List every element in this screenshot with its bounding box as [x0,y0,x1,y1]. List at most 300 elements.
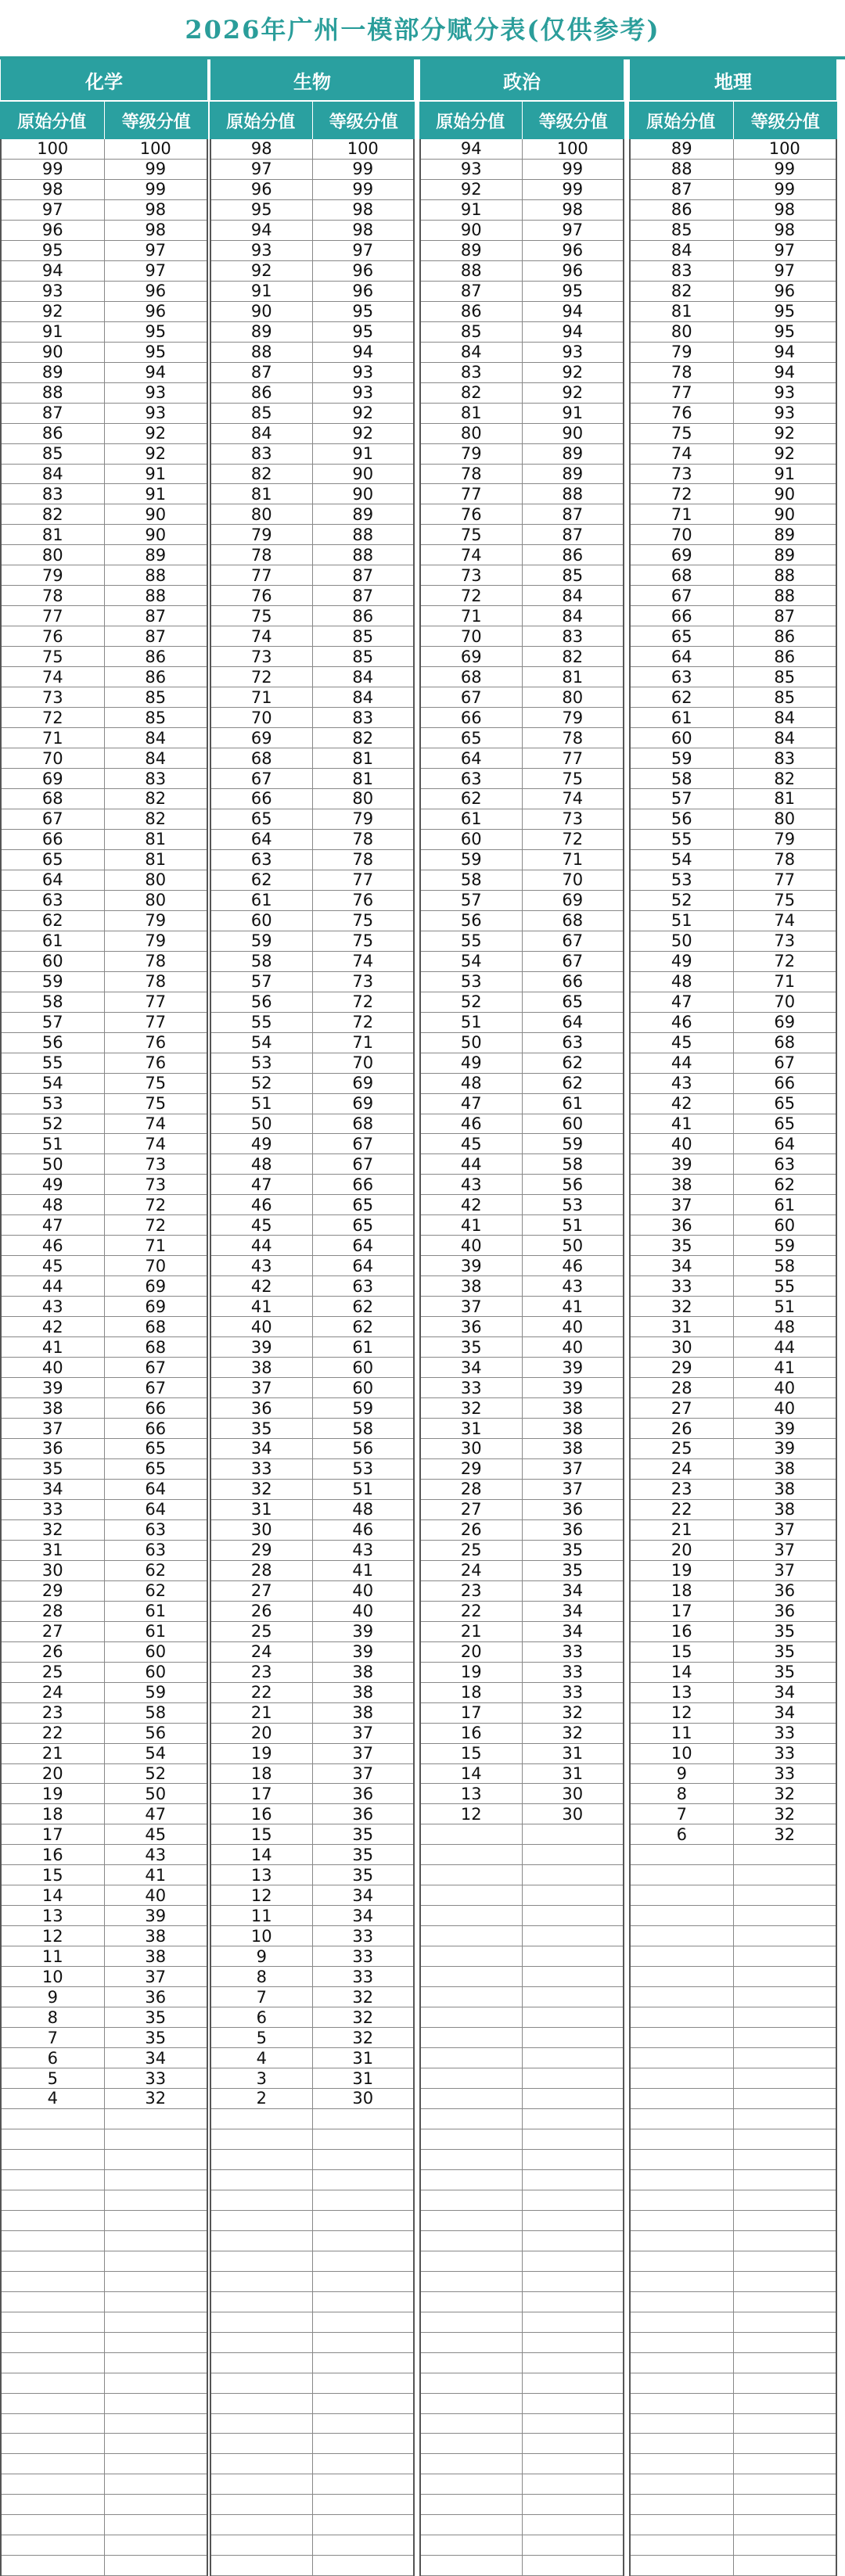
level-score-cell: 69 [104,1276,207,1296]
level-score-cell: 39 [522,1358,624,1377]
table-row [421,1885,623,1906]
level-score-cell: 93 [312,383,414,403]
level-score-cell: 81 [104,830,207,849]
raw-score-cell: 84 [41,464,63,483]
raw-score-cell: 79 [41,565,63,585]
table-row [421,1642,623,1663]
level-score-cell: 51 [312,1480,414,1499]
raw-score-cell [631,1885,733,1905]
table-row [421,1439,623,1459]
table-row [631,2068,836,2089]
raw-score-cell: 17 [250,1784,272,1803]
table-row [2,241,207,261]
raw-score-header: 原始分值 [646,112,716,132]
level-score-cell: 72 [522,830,624,849]
level-score-cell: 71 [312,1033,414,1053]
table-row [631,2312,836,2333]
level-score-cell: 33 [522,1663,624,1682]
raw-score-cell: 13 [671,1683,692,1702]
raw-score-cell [421,2394,522,2413]
level-score-cell: 87 [312,586,414,605]
table-row [421,241,623,261]
level-score-cell: 32 [733,1824,836,1844]
level-score-cell: 46 [312,1520,414,1540]
table-row [631,2474,836,2495]
raw-score-cell: 60 [41,952,63,971]
raw-score-cell: 26 [460,1520,482,1540]
table-row [421,1317,623,1337]
table-row [631,728,836,748]
column-headers [0,100,208,139]
table-row [421,1094,623,1114]
level-score-cell: 35 [733,1663,836,1682]
raw-score-cell [2,2515,104,2535]
table-row [2,2312,207,2333]
table-row [2,484,207,504]
raw-score-cell [421,2231,522,2251]
raw-score-cell: 77 [671,383,692,403]
raw-score-cell: 56 [671,809,692,829]
table-row [421,647,623,667]
table-row [2,282,207,302]
table-row [2,2251,207,2272]
raw-score-cell: 13 [460,1784,482,1803]
table-row [211,200,413,221]
raw-score-cell [211,2312,312,2332]
table-row [421,1622,623,1642]
level-score-cell: 64 [522,1013,624,1032]
level-score-cell: 65 [312,1195,414,1214]
raw-score-cell: 32 [671,1297,692,1316]
raw-score-cell [631,2373,733,2393]
raw-score-cell: 43 [671,1074,692,1093]
level-score-cell: 78 [312,850,414,870]
raw-score-cell: 72 [41,708,63,727]
table-row [631,1337,836,1358]
level-score-cell: 77 [312,870,414,890]
level-score-cell: 40 [733,1378,836,1397]
raw-score-cell: 59 [250,931,272,951]
level-score-cell [312,2211,414,2230]
level-score-cell: 88 [522,484,624,504]
raw-score-cell: 50 [41,1154,63,1174]
level-score-cell: 30 [522,1784,624,1803]
level-score-cell: 31 [312,2048,414,2068]
raw-score-cell: 55 [41,1053,63,1073]
table-row [421,1337,623,1358]
raw-score-cell: 36 [41,1439,63,1458]
level-score-cell: 96 [522,241,624,260]
raw-score-cell: 19 [671,1561,692,1580]
level-score-cell [733,2129,836,2149]
level-score-cell: 77 [104,1013,207,1032]
table-row [211,2333,413,2353]
raw-score-cell: 20 [250,1724,272,1743]
level-score-cell [733,2353,836,2373]
raw-score-cell [2,2434,104,2453]
level-score-cell [522,2333,624,2352]
raw-score-cell: 75 [460,525,482,544]
level-score-cell: 69 [312,1094,414,1114]
table-row [631,1885,836,1906]
table-row [421,1033,623,1053]
raw-score-cell: 98 [250,139,272,159]
table-row [2,1337,207,1358]
level-score-cell [733,2373,836,2393]
table-row [2,1744,207,1764]
raw-score-cell: 20 [460,1642,482,1662]
level-score-cell [733,2190,836,2210]
raw-score-cell: 20 [671,1541,692,1560]
raw-score-cell: 36 [250,1398,272,1418]
raw-score-cell: 94 [460,139,482,159]
raw-score-cell: 41 [671,1114,692,1133]
level-score-cell: 77 [522,748,624,768]
table-row [211,1378,413,1398]
level-score-cell: 48 [733,1317,836,1336]
table-row [211,1744,413,1764]
table-row [2,1256,207,1276]
raw-score-cell: 47 [41,1215,63,1235]
subject-table [210,59,415,2576]
raw-score-cell: 74 [671,444,692,464]
level-score-cell: 88 [312,525,414,544]
raw-score-cell: 36 [671,1215,692,1235]
table-row [2,769,207,789]
table-row [211,1358,413,1378]
table-row [631,139,836,160]
level-score-cell: 30 [312,2089,414,2108]
raw-score-cell [631,2353,733,2373]
level-score-cell [733,2556,836,2575]
table-row [421,1541,623,1561]
table-row [421,565,623,586]
raw-score-cell [211,2535,312,2555]
table-row [211,180,413,200]
table-row [631,2535,836,2556]
raw-score-cell: 64 [41,870,63,890]
raw-score-cell: 50 [460,1033,482,1053]
level-score-cell [522,2048,624,2068]
table-row [211,1642,413,1663]
table-row [631,708,836,728]
raw-score-cell: 7 [47,2028,58,2047]
table-row [631,1358,836,1378]
level-score-cell: 46 [522,1256,624,1275]
level-score-cell: 59 [733,1236,836,1255]
table-row [211,504,413,525]
level-score-cell [522,1906,624,1925]
table-row [2,1987,207,2007]
level-score-cell: 75 [104,1094,207,1114]
table-row [631,2353,836,2373]
table-row [631,1094,836,1114]
raw-score-cell: 67 [671,586,692,605]
level-score-cell: 98 [104,200,207,220]
level-score-cell [312,2414,414,2434]
table-row [211,1195,413,1215]
level-score-cell: 41 [733,1358,836,1377]
level-score-cell [104,2231,207,2251]
level-score-cell: 54 [104,1744,207,1763]
table-row [421,626,623,647]
level-score-cell: 92 [522,383,624,403]
level-score-cell [733,1946,836,1966]
table-row [631,1033,836,1053]
table-row [421,2353,623,2373]
raw-score-cell: 59 [671,748,692,768]
level-score-cell [522,2515,624,2535]
raw-score-cell [631,2414,733,2434]
table-row [2,748,207,769]
raw-score-cell: 73 [41,687,63,707]
table-row [2,2048,207,2068]
raw-score-cell: 51 [460,1013,482,1032]
raw-score-cell: 76 [41,626,63,646]
level-score-cell: 85 [733,667,836,687]
level-score-cell: 33 [733,1744,836,1763]
table-row [211,383,413,404]
raw-score-cell: 34 [460,1358,482,1377]
level-score-cell: 48 [312,1500,414,1519]
raw-score-cell: 8 [47,2007,58,2027]
raw-score-cell: 38 [460,1276,482,1296]
table-row [2,911,207,931]
raw-score-cell [421,2474,522,2494]
raw-score-cell: 31 [671,1317,692,1336]
table-row [211,1885,413,1906]
table-row [421,687,623,708]
raw-score-cell [421,2495,522,2514]
level-score-cell: 89 [104,545,207,565]
raw-score-cell: 51 [250,1094,272,1114]
level-score-cell [733,2495,836,2514]
raw-score-cell [211,2556,312,2575]
level-score-cell [733,1987,836,2007]
raw-score-cell [421,2272,522,2291]
table-row [631,626,836,647]
table-row [2,1094,207,1114]
raw-score-cell [2,2251,104,2271]
raw-score-cell: 6 [676,1824,687,1844]
table-row [631,1865,836,1885]
raw-score-cell: 44 [41,1276,63,1296]
table-row [631,2251,836,2272]
raw-score-cell: 11 [41,1946,63,1966]
table-row [2,2556,207,2576]
table-row [631,1398,836,1419]
level-score-cell: 84 [312,667,414,687]
raw-score-cell [2,2373,104,2393]
level-score-cell: 86 [733,647,836,666]
raw-score-cell: 29 [250,1541,272,1560]
level-score-cell: 36 [522,1500,624,1519]
level-score-cell: 99 [522,160,624,179]
raw-score-cell: 46 [41,1236,63,1255]
table-row [2,1033,207,1053]
raw-score-cell: 6 [256,2007,267,2027]
level-score-cell: 84 [104,728,207,748]
level-score-cell: 37 [522,1480,624,1499]
table-row [2,2272,207,2292]
table-row [631,484,836,504]
table-row [631,200,836,221]
raw-score-cell [631,2515,733,2535]
table-row [2,1398,207,1419]
level-score-cell: 39 [104,1906,207,1925]
table-row [211,891,413,911]
level-score-cell: 36 [733,1602,836,1621]
raw-score-cell [211,2211,312,2230]
raw-score-cell [2,2170,104,2190]
table-row [631,2190,836,2211]
table-row [631,586,836,606]
table-row [631,261,836,282]
raw-score-cell [2,2231,104,2251]
table-row [421,1134,623,1154]
level-score-cell [312,2312,414,2332]
table-row [421,139,623,160]
level-score-cell: 98 [733,221,836,240]
level-score-cell: 83 [522,626,624,646]
raw-score-cell: 73 [250,647,272,666]
table-row [211,1297,413,1317]
raw-score-cell: 73 [460,565,482,585]
table-row [211,1804,413,1824]
level-score-cell: 92 [104,444,207,464]
table-row [631,606,836,626]
level-score-cell: 72 [312,1013,414,1032]
raw-score-cell [211,2190,312,2210]
level-score-cell: 60 [104,1642,207,1662]
raw-score-cell: 58 [671,769,692,788]
level-score-cell: 38 [733,1480,836,1499]
raw-score-cell: 13 [41,1906,63,1925]
level-score-cell: 36 [522,1520,624,1540]
raw-score-cell: 88 [671,160,692,179]
level-score-cell: 97 [104,241,207,260]
level-score-cell [104,2515,207,2535]
raw-score-cell: 21 [250,1703,272,1723]
raw-score-cell [421,1926,522,1946]
level-score-cell: 35 [733,1622,836,1641]
raw-score-cell [421,1824,522,1844]
raw-score-cell [421,2312,522,2332]
level-score-cell: 88 [733,586,836,605]
level-score-cell: 93 [312,363,414,382]
level-score-cell: 70 [312,1053,414,1073]
table-row [211,2373,413,2394]
raw-score-cell: 97 [41,200,63,220]
table-row [211,1784,413,1804]
raw-score-cell: 78 [460,464,482,483]
table-row [421,1013,623,1033]
level-score-cell: 32 [312,2007,414,2027]
table-body [0,139,208,2576]
level-score-cell: 67 [312,1134,414,1153]
table-row [631,2028,836,2048]
level-score-cell [522,2190,624,2210]
table-row [2,1154,207,1175]
level-score-cell: 75 [312,911,414,931]
raw-score-cell: 71 [671,504,692,524]
table-row [2,1845,207,1865]
level-score-cell: 80 [312,789,414,809]
table-row [211,1946,413,1967]
table-row [211,992,413,1013]
level-score-cell [522,2556,624,2575]
raw-score-cell: 73 [671,464,692,483]
level-score-cell: 67 [312,1154,414,1174]
level-score-cell [522,1987,624,2007]
level-score-cell [522,2089,624,2108]
level-score-cell [312,2353,414,2373]
table-body [629,139,837,2576]
level-score-cell: 79 [312,809,414,829]
raw-score-cell: 93 [250,241,272,260]
level-score-cell: 92 [733,424,836,443]
table-row [211,2089,413,2109]
level-score-cell: 39 [733,1439,836,1458]
level-score-cell [522,2129,624,2149]
raw-score-cell [211,2109,312,2129]
raw-score-cell [631,2231,733,2251]
table-row [421,180,623,200]
level-score-cell: 96 [104,282,207,301]
raw-score-cell [421,2028,522,2047]
raw-score-cell [211,2515,312,2535]
table-row [631,748,836,769]
raw-score-cell: 45 [671,1033,692,1053]
table-row [2,180,207,200]
raw-score-cell: 57 [250,972,272,992]
level-score-cell: 38 [104,1926,207,1946]
raw-score-cell: 17 [41,1824,63,1844]
table-row [211,2028,413,2048]
table-row [2,322,207,343]
level-score-cell: 80 [522,687,624,707]
level-score-cell: 87 [312,565,414,585]
table-row [421,1215,623,1236]
raw-score-cell: 12 [460,1804,482,1824]
table-row [211,2251,413,2272]
table-row [211,261,413,282]
level-score-cell: 71 [522,850,624,870]
level-score-cell: 66 [312,1175,414,1194]
level-score-cell: 34 [104,2048,207,2068]
table-row [211,343,413,363]
level-score-cell: 97 [104,261,207,281]
table-row [2,2190,207,2211]
raw-score-cell: 11 [671,1724,692,1743]
level-score-cell [522,1824,624,1844]
table-row [2,565,207,586]
raw-score-cell: 53 [460,972,482,992]
level-score-cell: 35 [104,2028,207,2047]
raw-score-cell [421,2048,522,2068]
raw-score-cell: 39 [671,1154,692,1174]
table-row [2,1276,207,1297]
table-row [631,1520,836,1541]
level-score-cell: 84 [312,687,414,707]
raw-score-cell: 19 [41,1784,63,1803]
level-score-cell: 70 [522,870,624,890]
level-score-cell: 37 [312,1724,414,1743]
raw-score-cell: 80 [671,322,692,342]
table-row [211,363,413,383]
table-row [211,404,413,424]
level-score-cell: 98 [733,200,836,220]
